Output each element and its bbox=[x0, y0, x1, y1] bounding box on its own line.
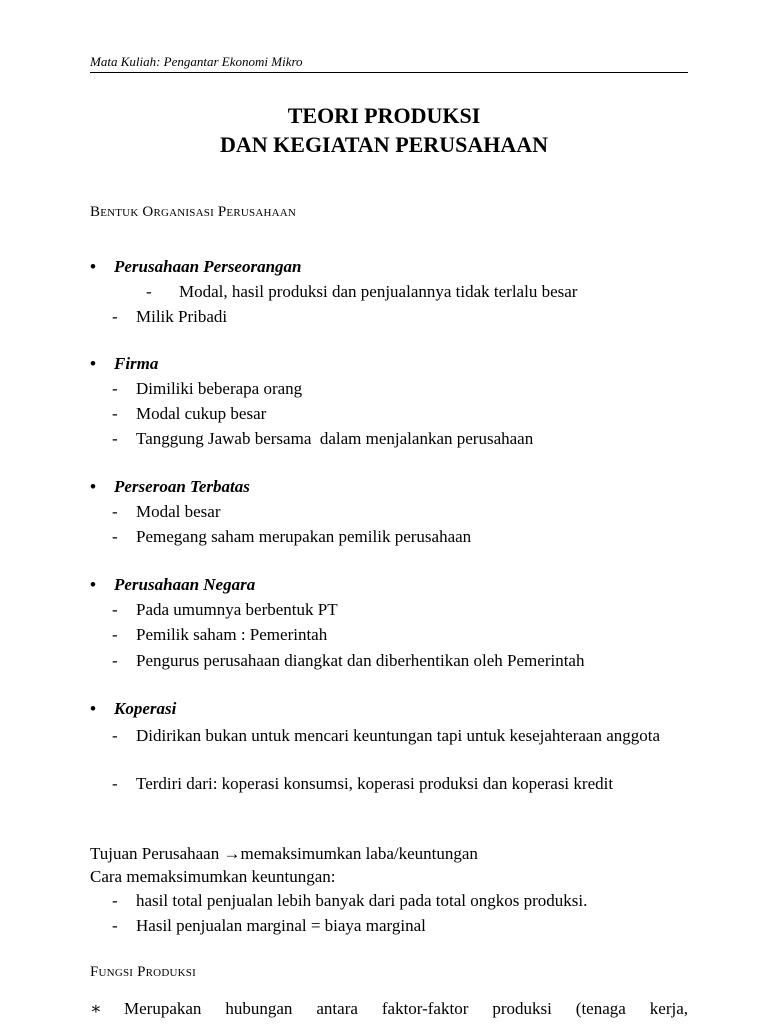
group-title-koperasi: • Koperasi bbox=[90, 699, 177, 718]
title-line-2: DAN KEGIATAN PERUSAHAAN bbox=[220, 132, 548, 157]
list-item: - Dimiliki beberapa orang bbox=[112, 379, 303, 398]
list-item: - Didirikan bukan untuk mencari keuntungan tapi untuk kesejahteraan anggota bbox=[112, 726, 661, 745]
list-item: - Milik Pribadi bbox=[112, 307, 228, 326]
bullet-icon: • bbox=[90, 477, 96, 496]
list-item: - Pemegang saham merupakan pemilik perusahaan bbox=[112, 527, 472, 546]
list-item: - Modal cukup besar bbox=[112, 404, 267, 423]
list-item: - hasil total penjualan lebih banyak dari pada total ongkos produksi. bbox=[112, 891, 588, 910]
bullet-icon: • bbox=[90, 354, 96, 373]
method-line: Cara memaksimumkan keuntungan: bbox=[90, 867, 336, 886]
list-item: - Tanggung Jawab bersama dalam menjalankan perusahaan bbox=[112, 429, 534, 448]
group-title-perusahaan-negara: • Perusahaan Negara bbox=[90, 575, 256, 594]
title-line-1: TEORI PRODUKSI bbox=[287, 103, 481, 128]
bullet-icon: • bbox=[90, 575, 96, 594]
section-heading-fungsi-produksi: Fungsi Produksi bbox=[90, 964, 196, 980]
list-item: - Modal besar bbox=[112, 502, 221, 521]
list-item: - Hasil penjualan marginal = biaya marginal bbox=[112, 916, 426, 935]
asterisk-icon: ∗ bbox=[90, 999, 102, 1018]
group-title-perseorangan: • Perusahaan Perseorangan bbox=[90, 257, 302, 276]
bullet-icon: • bbox=[90, 699, 96, 718]
bullet-icon: • bbox=[90, 257, 96, 276]
course-header: Mata Kuliah: Pengantar Ekonomi Mikro bbox=[90, 54, 688, 73]
list-item: - Pemilik saham : Pemerintah bbox=[112, 625, 328, 644]
document-title bbox=[0, 101, 768, 159]
group-title-firma: • Firma bbox=[90, 354, 159, 373]
goal-line: Tujuan Perusahaan →memaksimumkan laba/keuntungan bbox=[90, 844, 478, 863]
star-list-item: ∗ Merupakan hubungan antara faktor-faktor produksi (tenaga kerja, bbox=[90, 999, 688, 1018]
list-item: - Modal, hasil produksi dan penjualannya tidak terlalu besar bbox=[146, 282, 578, 301]
list-item: - Terdiri dari: koperasi konsumsi, koperasi produksi dan koperasi kredit bbox=[112, 774, 614, 793]
list-item: - Pengurus perusahaan diangkat dan diberhentikan oleh Pemerintah bbox=[112, 651, 585, 670]
group-title-perseroan-terbatas: • Perseroan Terbatas bbox=[90, 477, 250, 496]
list-item: - Pada umumnya berbentuk PT bbox=[112, 600, 338, 619]
section-heading-organisasi: Bentuk Organisasi Perusahaan bbox=[90, 204, 297, 220]
